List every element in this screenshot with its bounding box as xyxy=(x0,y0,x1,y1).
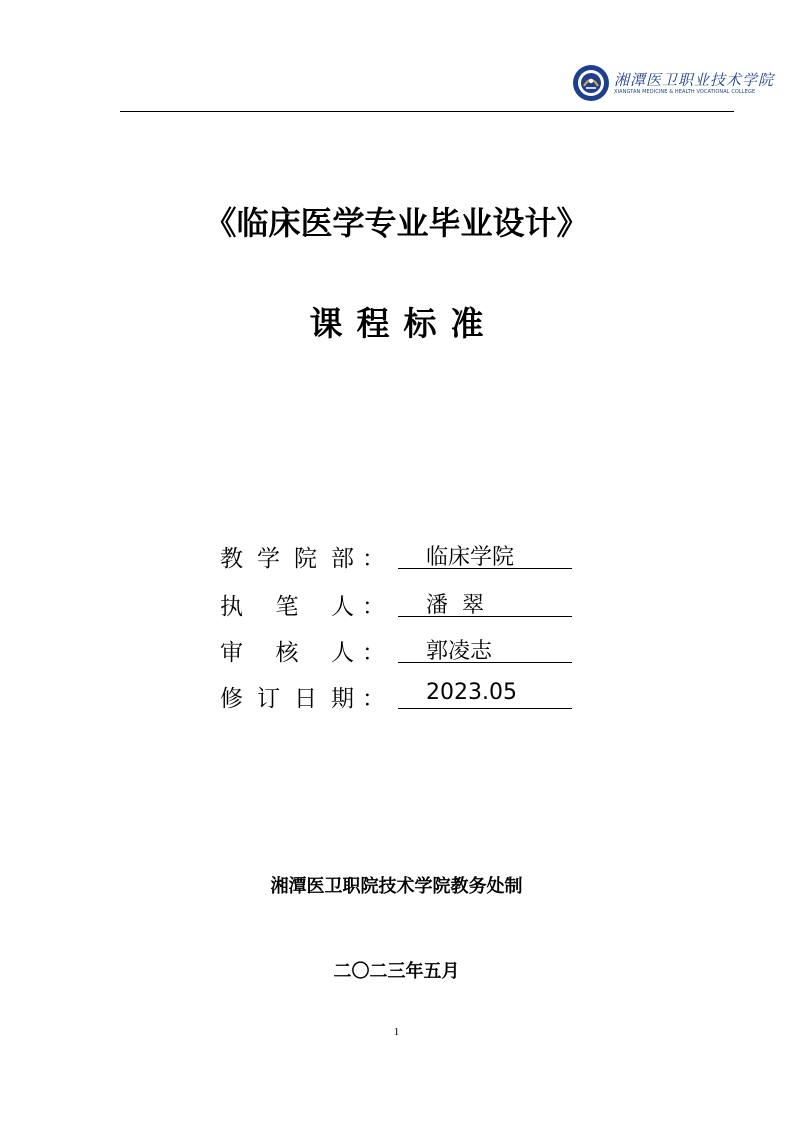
college-emblem-icon xyxy=(572,64,610,102)
college-name: 湘潭医卫职业技术学院 xyxy=(614,71,775,89)
reviewer-value: 郭凌志 xyxy=(426,639,493,664)
meta-row-department xyxy=(220,540,580,572)
meta-colon: ： xyxy=(362,546,385,572)
label-char: 执 xyxy=(220,594,243,620)
meta-row-author xyxy=(220,588,580,620)
page-number: 1 xyxy=(393,1026,400,1038)
revision-date-value-field xyxy=(398,680,572,709)
label-char: 部 xyxy=(331,546,354,572)
reviewer-value-field xyxy=(398,634,572,663)
meta-label xyxy=(220,634,354,667)
label-char: 修 xyxy=(220,686,243,712)
label-char: 核 xyxy=(275,640,299,666)
department-value-field xyxy=(398,540,572,569)
meta-colon: ： xyxy=(362,686,385,712)
document-title: 《临床医学专业毕业设计》 xyxy=(204,204,589,242)
meta-colon: ： xyxy=(362,594,385,620)
label-char: 人 xyxy=(331,640,354,666)
meta-colon: ： xyxy=(362,640,385,666)
author-value-field xyxy=(398,588,572,617)
label-char: 订 xyxy=(257,686,280,712)
department-value: 临床学院 xyxy=(426,545,515,570)
college-english-name: XIANGTAN MEDICINE & HEALTH VOCATIONAL COLLEGE xyxy=(614,89,756,95)
label-char: 人 xyxy=(331,594,354,620)
meta-row-reviewer xyxy=(220,634,580,666)
label-char: 审 xyxy=(220,640,243,666)
header-divider xyxy=(120,111,734,112)
label-char: 笔 xyxy=(275,594,299,620)
issuing-office: 湘潭医卫职院技术学院教务处制 xyxy=(270,876,523,897)
document-subtitle: 课程标准 xyxy=(309,304,498,343)
issue-date: 二〇二三年五月 xyxy=(333,961,460,982)
label-char: 院 xyxy=(294,546,317,572)
label-char: 日 xyxy=(294,686,317,712)
meta-label xyxy=(220,680,354,713)
revision-date-value: 2023.05 xyxy=(426,680,517,705)
meta-label xyxy=(220,540,354,573)
author-value: 潘 翠 xyxy=(426,593,484,618)
meta-row-revision-date xyxy=(220,680,580,712)
meta-label xyxy=(220,588,354,621)
label-char: 学 xyxy=(257,546,280,572)
college-logo xyxy=(572,64,775,102)
label-char: 期 xyxy=(331,686,354,712)
label-char: 教 xyxy=(220,546,243,572)
